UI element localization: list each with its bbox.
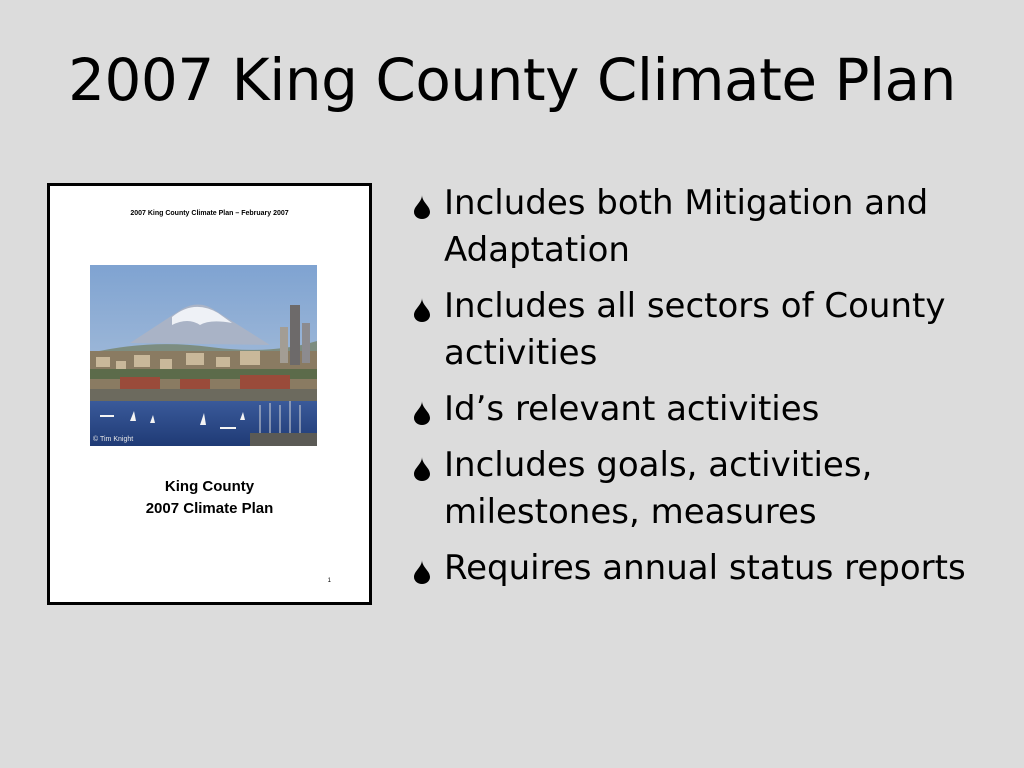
- droplet-icon: [412, 456, 432, 482]
- bullet-text: Requires annual status reports: [444, 548, 966, 588]
- list-item: [412, 386, 1002, 433]
- bullet-text: Id’s relevant activities: [444, 389, 820, 429]
- document-cover-image: [47, 183, 372, 605]
- cover-header-text: 2007 King County Climate Plan – February 2007: [130, 210, 289, 217]
- bullet-text: Includes all sectors of County activities: [444, 286, 946, 373]
- droplet-icon: [412, 559, 432, 585]
- list-item: [412, 442, 1002, 536]
- bullet-text: Includes goals, activities, milestones, measures: [444, 445, 873, 532]
- droplet-icon: [412, 400, 432, 426]
- list-item: [412, 180, 1002, 274]
- list-item: [412, 545, 1002, 592]
- droplet-icon: [412, 297, 432, 323]
- photo-credit: © Tim Knight: [93, 436, 134, 443]
- bullet-list: [412, 180, 1002, 601]
- bullet-text: Includes both Mitigation and Adaptation: [444, 183, 929, 270]
- cover-title-line2: 2007 Climate Plan: [145, 500, 274, 517]
- list-item: [412, 283, 1002, 377]
- slide-title: 2007 King County Climate Plan: [68, 46, 956, 114]
- droplet-icon: [412, 194, 432, 220]
- cover-title: [50, 476, 369, 520]
- cover-page-number: 1: [327, 578, 331, 584]
- seattle-skyline-photo: [90, 265, 317, 446]
- cover-title-line1: King County: [164, 478, 255, 495]
- cover-photo: [90, 265, 317, 446]
